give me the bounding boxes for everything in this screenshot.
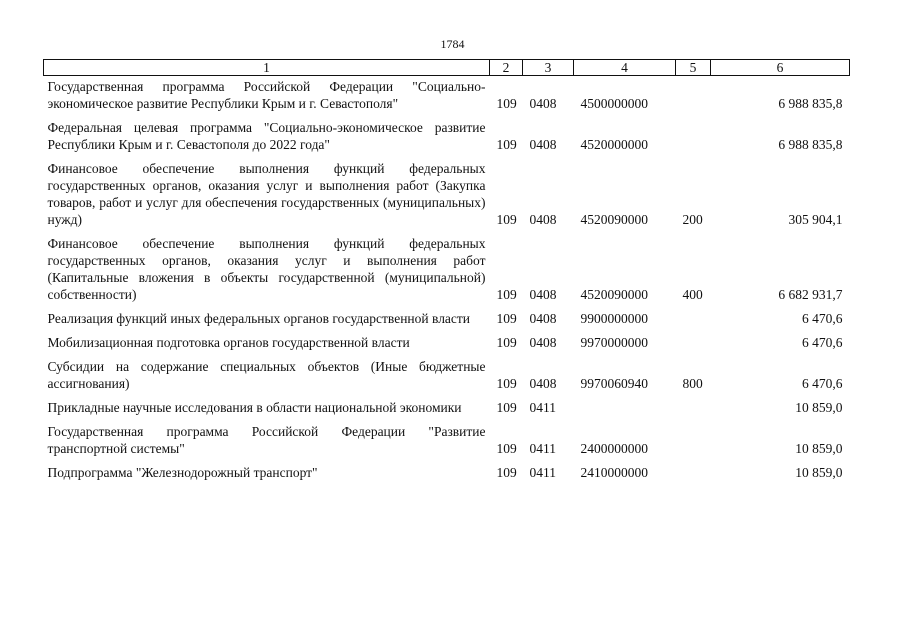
amount: 6 988 835,8 [778,137,843,152]
column-header: 1 [44,60,490,76]
expense-type-code: 400 [682,287,703,302]
table-body [44,76,850,482]
expense-type-code [676,416,711,457]
target-code: 9970060940 [580,376,648,391]
table-row [44,76,850,113]
expense-type-code [676,76,711,113]
item-name: Прикладные научные исследования в области национальной экономики [47,400,462,415]
section-code: 0408 [529,212,557,227]
target-code: 4500000000 [580,96,648,111]
table-row [44,153,850,228]
amount: 6 682 931,7 [778,287,843,302]
expense-type-code [676,112,711,153]
section-code: 0408 [529,287,557,302]
section-code: 0411 [529,441,556,456]
amount: 6 470,6 [802,335,843,350]
column-header: 2 [490,60,523,76]
table-row [44,228,850,303]
amount: 305 904,1 [788,212,843,227]
expense-type-code: 200 [682,212,703,227]
budget-table [43,59,850,481]
target-code: 2400000000 [580,441,648,456]
table-row [44,457,850,481]
column-header: 5 [676,60,711,76]
amount: 6 470,6 [802,376,843,391]
section-code: 0408 [529,96,557,111]
table-row [44,112,850,153]
budget-table-container [43,59,849,481]
item-name: Федеральная целевая программа "Социально-экономическое развитие Республики Крым и г. Севастополя до 2022 года" [47,120,486,152]
table-row [44,392,850,416]
ministry-code: 109 [496,287,517,302]
target-code: 9970000000 [580,335,648,350]
ministry-code: 109 [496,376,517,391]
target-code: 4520090000 [580,287,648,302]
table-header [44,60,850,76]
target-code: 4520090000 [580,212,648,227]
section-code: 0411 [529,465,556,480]
section-code: 0408 [529,335,557,350]
ministry-code: 109 [496,400,517,415]
amount: 10 859,0 [795,441,843,456]
section-code: 0408 [529,311,557,326]
expense-type-code [676,457,711,481]
item-name: Реализация функций иных федеральных органов государственной власти [47,311,471,326]
ministry-code: 109 [496,137,517,152]
expense-type-code [676,392,711,416]
ministry-code: 109 [496,335,517,350]
expense-type-code [676,303,711,327]
table-row [44,303,850,327]
ministry-code: 109 [496,96,517,111]
section-code: 0408 [529,137,557,152]
ministry-code: 109 [496,441,517,456]
amount: 6 470,6 [802,311,843,326]
target-code: 2410000000 [580,465,648,480]
amount: 6 988 835,8 [778,96,843,111]
table-row [44,351,850,392]
expense-type-code: 800 [682,376,703,391]
target-code [574,392,676,416]
target-code: 9900000000 [580,311,648,326]
item-name: Мобилизационная подготовка органов государственной власти [47,335,410,350]
header-row [44,60,850,76]
item-name: Государственная программа Российской Федерации "Социально-экономическое развитие Республики Крым и г. Севастополя" [47,79,486,111]
item-name: Подпрограмма "Железнодорожный транспорт" [47,465,318,480]
section-code: 0408 [529,376,557,391]
amount: 10 859,0 [795,400,843,415]
ministry-code: 109 [496,311,517,326]
column-header: 6 [711,60,850,76]
section-code: 0411 [529,400,556,415]
page-number: 1784 [440,37,465,51]
item-name: Государственная программа Российской Федерации "Развитие транспортной системы" [47,424,486,456]
column-header: 3 [523,60,574,76]
ministry-code: 109 [496,465,517,480]
item-name: Финансовое обеспечение выполнения функций федеральных государственных органов, оказания услуг и выполнения работ (Капитальные вложения в объекты государственной (муниципальной) собственности) [47,236,486,302]
table-row [44,416,850,457]
amount: 10 859,0 [795,465,843,480]
ministry-code: 109 [496,212,517,227]
item-name: Финансовое обеспечение выполнения функций федеральных государственных органов, оказания услуг и выполнения работ (Закупка товаров, работ и услуг для обеспечения государственных (муниципальных) нужд) [47,161,486,227]
target-code: 4520000000 [580,137,648,152]
table-row [44,327,850,351]
expense-type-code [676,327,711,351]
item-name: Субсидии на содержание специальных объектов (Иные бюджетные ассигнования) [47,359,486,391]
column-header: 4 [574,60,676,76]
